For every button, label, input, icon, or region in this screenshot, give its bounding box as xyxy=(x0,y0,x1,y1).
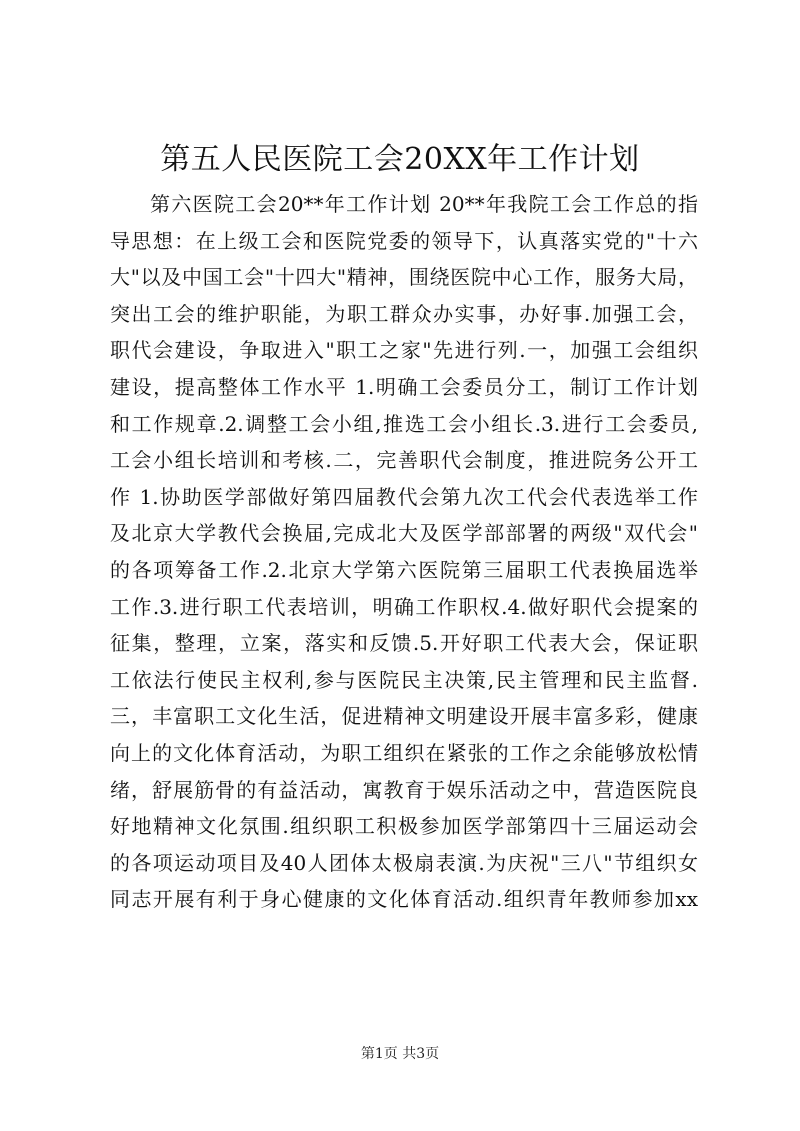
body-line: 工会小组长培训和考核.二，完善职代会制度，推进院务公开工 xyxy=(110,448,698,473)
body-line: 突出工会的维护职能，为职工群众办实事，办好事.加强工会， xyxy=(110,301,698,326)
body-line: 导思想：在上级工会和医院党委的领导下，认真落实党的"十六 xyxy=(110,228,698,253)
body-line: 绪，舒展筋骨的有益活动，寓教育于娱乐活动之中，营造医院良 xyxy=(110,777,698,802)
body-line: 建设，提高整体工作水平 1.明确工会委员分工，制订工作计划 xyxy=(110,374,698,399)
body-line: 及北京大学教代会换届,完成北大及医学部部署的两级"双代会" xyxy=(110,521,698,546)
body-line: 和工作规章.2.调整工会小组,推选工会小组长.3.进行工会委员, xyxy=(110,411,698,436)
document-body xyxy=(110,186,698,918)
body-line: 好地精神文化氛围.组织职工积极参加医学部第四十三届运动会 xyxy=(110,814,698,839)
body-line: 的各项运动项目及40人团体太极扇表演.为庆祝"三八"节组织女 xyxy=(110,850,698,875)
page-number-footer: 第1页 共3页 xyxy=(360,1046,440,1062)
body-line: 工作.3.进行职工代表培训，明确工作职权.4.做好职代会提案的 xyxy=(110,594,698,619)
body-line: 向上的文化体育活动，为职工组织在紧张的工作之余能够放松情 xyxy=(110,740,698,765)
body-line: 的各项筹备工作.2.北京大学第六医院第三届职工代表换届选举 xyxy=(110,557,698,582)
body-line: 三，丰富职工文化生活，促进精神文明建设开展丰富多彩，健康 xyxy=(110,704,698,729)
body-line: 工依法行使民主权利,参与医院民主决策,民主管理和民主监督. xyxy=(110,667,698,692)
body-line: 第六医院工会20**年工作计划 20**年我院工会工作总的指 xyxy=(150,192,698,216)
document-title: 第五人民医院工会20XX年工作计划 xyxy=(160,142,640,177)
body-line: 大"以及中国工会"十四大"精神，围绕医院中心工作，服务大局， xyxy=(110,265,698,290)
body-line: 职代会建设，争取进入"职工之家"先进行列.一，加强工会组织 xyxy=(110,338,698,363)
body-line: 作 1.协助医学部做好第四届教代会第九次工代会代表选举工作 xyxy=(110,484,698,509)
body-line: 征集，整理，立案，落实和反馈.5.开好职工代表大会，保证职 xyxy=(110,631,698,656)
body-line: 同志开展有利于身心健康的文化体育活动.组织青年教师参加xx xyxy=(110,887,698,912)
